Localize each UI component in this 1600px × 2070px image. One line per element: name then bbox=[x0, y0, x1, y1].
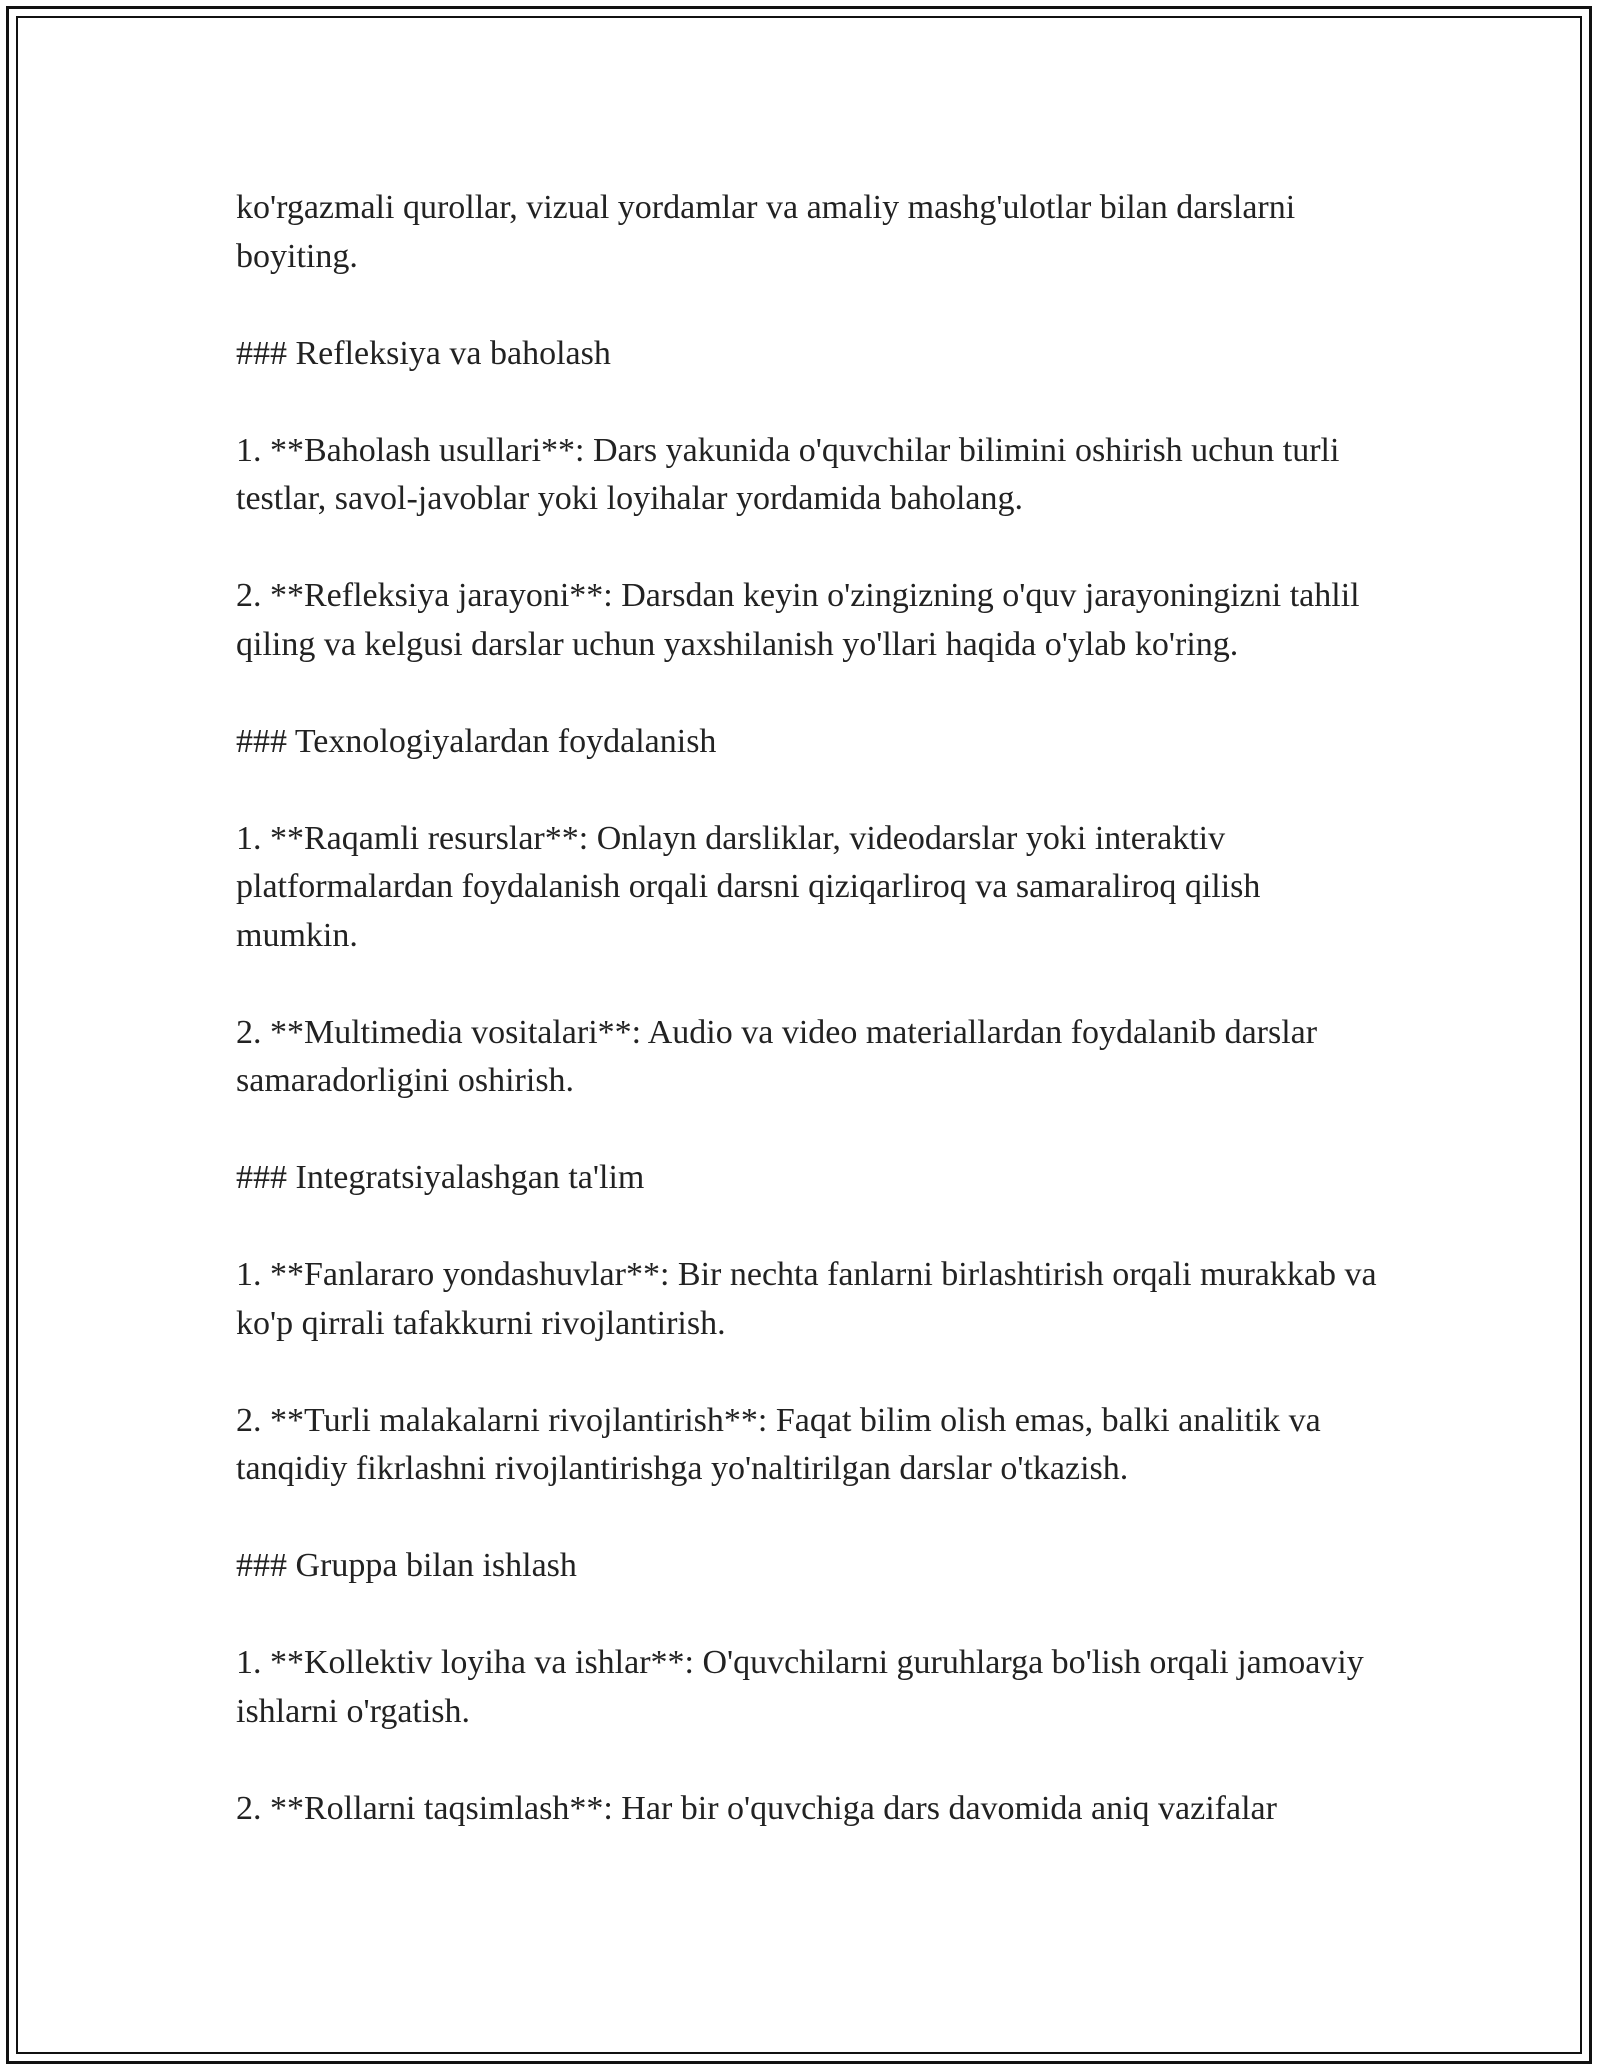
list-item: 2. **Rollarni taqsimlash**: Har bir o'quvchiga dars davomida aniq vazifalar bbox=[236, 1789, 1277, 1827]
paragraph: ko'rgazmali qurollar, vizual yordamlar va amaliy mashg'ulotlar bilan darslarni boyiting. bbox=[236, 189, 1296, 275]
section-heading: ### Integratsiyalashgan ta'lim bbox=[236, 1159, 645, 1196]
document-body bbox=[236, 184, 1386, 1833]
list-item: 1. **Kollektiv loyiha va ishlar**: O'quvchilarni guruhlarga bo'lish orqali jamoaviy ishlarni o'rgatish. bbox=[236, 1644, 1364, 1730]
list-item: 2. **Turli malakalarni rivojlantirish**: Faqat bilim olish emas, balki analitik va tanqidiy fikrlashni rivojlantirishga yo'naltirilgan darslar o'tkazish. bbox=[236, 1401, 1321, 1487]
section-heading: ### Refleksiya va baholash bbox=[236, 334, 611, 372]
section-heading: ### Texnologiyalardan foydalanish bbox=[236, 722, 717, 760]
list-item: 1. **Raqamli resurslar**: Onlayn darsliklar, videodarslar yoki interaktiv platformalardan foydalanish orqali darsni qiziqarliroq va samaraliroq qilish mumkin. bbox=[236, 819, 1261, 954]
list-item: 2. **Refleksiya jarayoni**: Darsdan keyin o'zingizning o'quv jarayoningizni tahlil qiling va kelgusi darslar uchun yaxshilanish yo'llari haqida o'ylab ko'ring. bbox=[236, 577, 1360, 663]
list-item: 1. **Fanlararo yondashuvlar**: Bir nechta fanlarni birlashtirish orqali murakkab va ko'p qirrali tafakkurni rivojlantirish. bbox=[236, 1256, 1377, 1342]
list-item: 1. **Baholash usullari**: Dars yakunida o'quvchilar bilimini oshirish uchun turli testlar, savol-javoblar yoki loyihalar yordamida baholang. bbox=[236, 431, 1340, 517]
list-item: 2. **Multimedia vositalari**: Audio va video materiallardan foydalanib darslar samaradorligini oshirish. bbox=[236, 1013, 1318, 1099]
section-heading: ### Gruppa bilan ishlash bbox=[236, 1547, 577, 1584]
